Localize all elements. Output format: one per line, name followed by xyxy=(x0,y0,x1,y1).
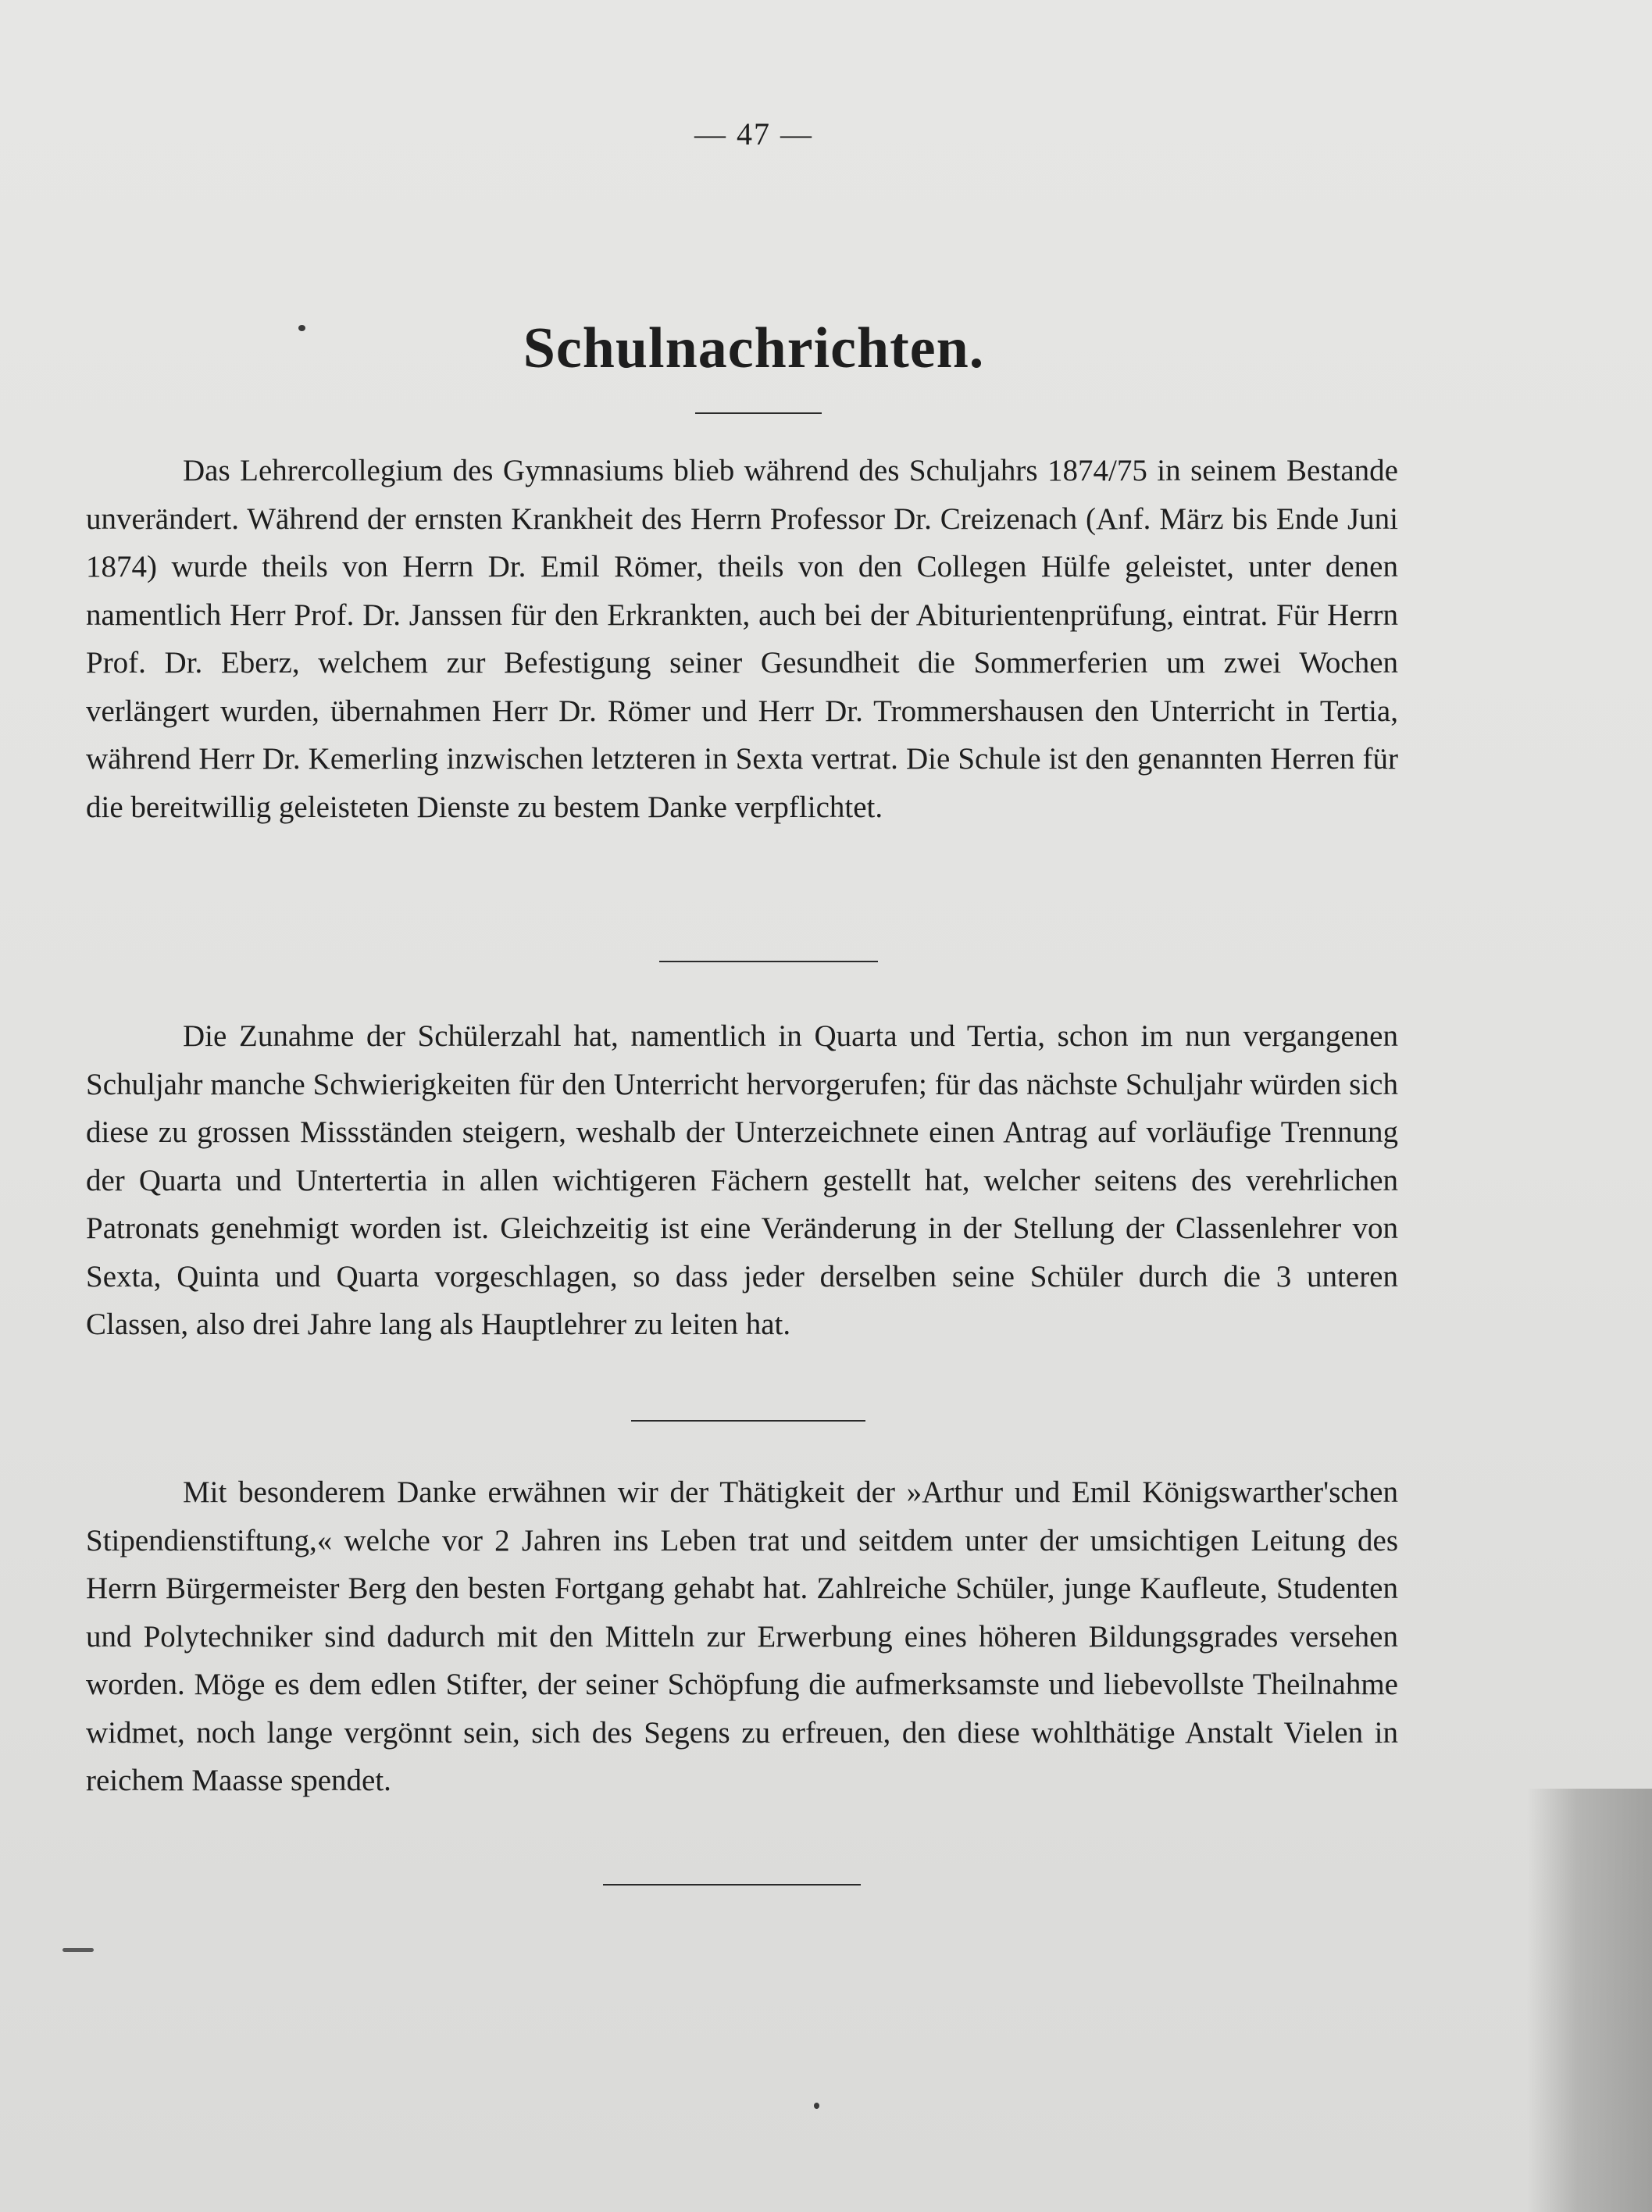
speck xyxy=(814,2103,819,2109)
paragraph-teaching-staff: Das Lehrercollegium des Gymnasiums blieb während des Schuljahrs 1874/75 in seinem Bestande unverändert. Während der ernsten Krankheit des Herrn Professor Dr. Creizenach (Anf. März bis Ende Juni 1874) wurde theils von Herrn Dr. Emil Römer, theils von den Collegen Hülfe geleistet, unter denen namentlich Herr Prof. Dr. Janssen für den Erkrankten, auch bei der Abiturientenprüfung, eintrat. Für Herrn Prof. Dr. Eberz, welchem zur Befestigung seiner Gesundheit die Sommerferien um zwei Wochen verlängert wurden, übernahmen Herr Dr. Römer und Herr Dr. Trommershausen den Unterricht in Tertia, während Herr Dr. Kemerling inzwischen letzteren in Sexta vertrat. Die Schule ist den genannten Herren für die bereitwillig geleisteten Dienste zu bestem Danke verpflichtet. xyxy=(86,454,1398,824)
paragraph-foundation: Mit besonderem Danke erwähnen wir der Thätigkeit der »Arthur und Emil Königswarther'schen Stipendienstiftung,« welche vor 2 Jahren ins Leben trat und seitdem unter der umsichtigen Leitung des Herrn Bürgermeister Berg den besten Fortgang gehabt hat. Zahlreiche Schüler, junge Kaufleute, Studenten und Polytechniker sind dadurch mit den Mitteln zur Erwerbung eines höheren Bildungsgrades versehen worden. Möge es dem edlen Stifter, der seiner Schöpfung die aufmerksamste und liebevollste Theilnahme widmet, noch lange vergönnt sein, sich des Segens zu erfreuen, den diese wohlthätige Anstalt Vielen in reichem Maasse spendet. xyxy=(86,1475,1398,1797)
page-number: — 47 — xyxy=(694,116,813,152)
speck xyxy=(62,1948,94,1952)
page-title: Schulnachrichten. xyxy=(523,316,985,380)
paragraph-student-numbers: Die Zunahme der Schülerzahl hat, namentlich in Quarta und Tertia, schon im nun vergangenen Schuljahr manche Schwierigkeiten für den Unterricht hervorgerufen; für das nächste Schuljahr würden sich diese zu grossen Missständen steigern, weshalb der Unterzeichnete einen Antrag auf vorläufige Trennung der Quarta und Untertertia in allen wichtigeren Fächern gestellt hat, welcher seitens des verehrlichen Patronats genehmigt worden ist. Gleichzeitig ist eine Veränderung in der Stellung der Classenlehrer von Sexta, Quinta und Quarta vorgeschlagen, so dass jeder derselben seine Schüler durch die 3 unteren Classen, also drei Jahre lang als Hauptlehrer zu leiten hat. xyxy=(86,1019,1398,1341)
title-underline xyxy=(695,412,822,414)
section-divider-2 xyxy=(631,1420,865,1422)
speck xyxy=(298,325,305,331)
section-divider-1 xyxy=(659,961,878,962)
section-divider-3 xyxy=(603,1884,861,1886)
page-shadow xyxy=(1527,1789,1652,2212)
